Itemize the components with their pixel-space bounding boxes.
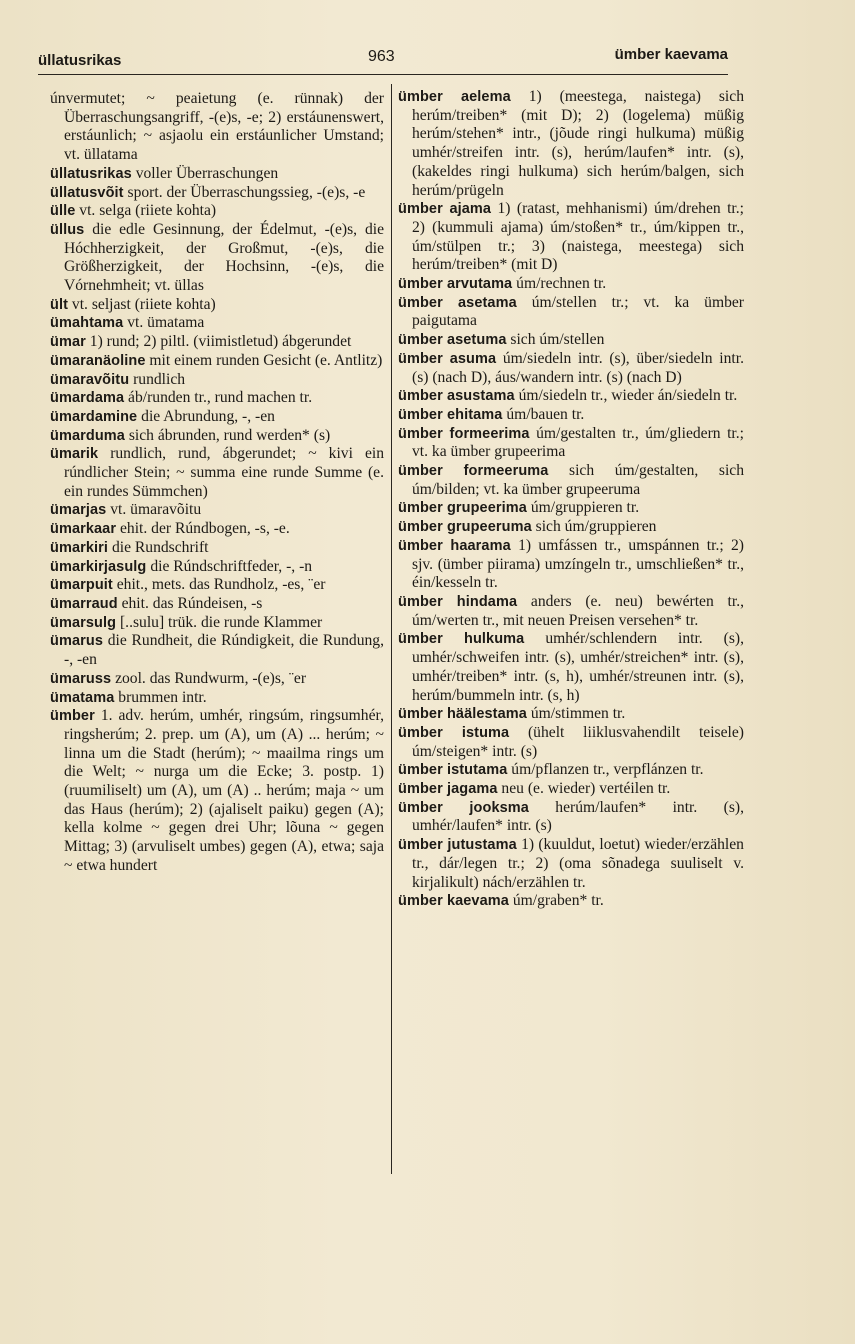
entry-headword: ümber kaevama (398, 893, 509, 910)
dictionary-entry (50, 501, 384, 520)
entry-headword: ümber haarama (398, 537, 511, 554)
dictionary-entry (398, 518, 744, 537)
dictionary-entry (50, 221, 384, 296)
entry-definition: úm/stellen tr.; vt. ka ümber paigutama (412, 293, 744, 330)
entry-headword: ümarkaar (50, 521, 117, 538)
entry-definition: zool. das Rundwurm, -(e)s, ¨er (115, 669, 307, 687)
entry-headword: ümarkiri (50, 539, 109, 556)
entry-definition: mit einem runden Gesicht (e. Antlitz) (149, 351, 383, 369)
entry-definition: [..sulu] trük. die runde Klammer (119, 613, 323, 631)
entry-headword: ümber grupeerima (398, 500, 527, 517)
entry-headword: üllus (50, 221, 85, 238)
entry-definition: die Rundheit, die Rúndigkeit, die Rundung, -, -en (64, 632, 384, 669)
dictionary-entry (398, 275, 744, 294)
entry-headword: ümber häälestama (398, 706, 527, 723)
entry-headword: ümber istutama (398, 762, 508, 779)
dictionary-entry (50, 539, 384, 558)
entry-definition: rundlich (133, 370, 186, 388)
entry-headword: ümarpuit (50, 577, 113, 594)
entry-definition: úm/bauen tr. (506, 405, 585, 423)
entry-headword: ümber asetama (398, 294, 517, 311)
entry-headword: üllatusrikas (50, 165, 132, 182)
entry-headword: ümber formeeruma (398, 463, 549, 480)
entry-definition: ehit. das Rúndeisen, -s (121, 594, 263, 612)
dictionary-entry (50, 371, 384, 390)
entry-headword: ümardama (50, 390, 125, 407)
dictionary-entry (398, 630, 744, 705)
entry-headword: ümardamine (50, 408, 138, 425)
dictionary-entry (398, 499, 744, 518)
entry-definition: die Rúndschriftfeder, -, -n (150, 557, 313, 575)
dictionary-entry (50, 352, 384, 371)
left-guide-word: üllatusrikas (38, 52, 122, 69)
entry-definition: úm/stimmen tr. (530, 705, 626, 723)
entry-definition: 1. adv. herúm, umhér, ringsúm, ringsumhér, ringsherúm; 2. prep. um (A), um (A) ... herúm; ~ linna um die Stadt (herúm); ~ maailma rings um die Welt; ~ nurga um die Ecke; 3. postp. 1) (ruumiliselt) um (A), um (A) .. herúm; maja ~ um das Haus (herúm); 2) (ajaliselt paiku) gegen (A); kella kolme ~ gegen drei Uhr; lõuna ~ gegen Mittag; 3) (arvuliselt umbes) gegen (A), etwa; saja ~ etwa hundert (64, 707, 384, 874)
entry-definition: 1) (meestega, naistega) sich herúm/treiben* (mit D); 2) (logelema) müßig herúm/stehen* intr., (jõude ringi hulkuma) müßig umhér/streifen intr. (s), herúm/laufen* intr. (s), (kakeldes ringi hulkuma) sich herúm/balgen, sich herúm/prügeln (412, 88, 744, 199)
page-header (38, 46, 728, 75)
entry-headword: ümber arvutama (398, 276, 513, 293)
entry-definition: 1) rund; 2) piltl. (viimistletud) ábgerundet (89, 333, 352, 351)
entry-definition: únvermutet; ~ peaietung (e. rünnak) der Überraschungsangriff, -(e)s, -e; 2) erstáunenswert, erstáunlich; ~ asjaolu ein erstáunlicher Umstand; vt. üllatama (50, 90, 384, 164)
entry-definition: sich úm/stellen (510, 331, 605, 349)
entry-definition: sich úm/gruppieren (535, 518, 657, 536)
entry-headword: ümber asetuma (398, 332, 507, 349)
entry-definition: die Abrundung, -, -en (141, 407, 275, 425)
page-number: 963 (368, 48, 395, 65)
entry-definition: úm/siedeln intr. (s), über/siedeln intr. (s) (nach D), áus/wandern intr. (s) (nach D) (412, 349, 744, 386)
dictionary-entry (50, 184, 384, 203)
dictionary-entry (398, 331, 744, 350)
entry-headword: ümarsulg (50, 614, 117, 631)
dictionary-entry (398, 892, 744, 911)
dictionary-entry (50, 707, 384, 875)
dictionary-entry (398, 799, 744, 836)
dictionary-entry (398, 425, 744, 462)
dictionary-entry (50, 427, 384, 446)
entry-definition: úm/siedeln tr., wieder án/siedeln tr. (518, 387, 738, 405)
dictionary-entry (398, 350, 744, 387)
entry-headword: ümarjas (50, 502, 107, 519)
entry-headword: ümatama (50, 689, 115, 706)
dictionary-entry (50, 90, 384, 165)
entry-headword: ülle (50, 203, 76, 220)
entry-definition: úm/pflanzen tr., verpflánzen tr. (511, 761, 704, 779)
entry-definition: die edle Gesinnung, der Édelmut, -(e)s, die Hóchherzigkeit, der Großmut, -(e)s, die Größherzigkeit, der Hochsinn, -(e)s, die Vórnehmheit; vt. üllas (64, 220, 384, 295)
dictionary-entry (50, 689, 384, 708)
dictionary-entry (50, 576, 384, 595)
left-column (50, 90, 384, 876)
entry-definition: vt. selga (riiete kohta) (79, 202, 217, 220)
right-guide-word: ümber kaevama (614, 46, 728, 63)
entry-headword: ümber asustama (398, 388, 515, 405)
dictionary-entry (50, 202, 384, 221)
entry-headword: ümber formeerima (398, 425, 530, 442)
dictionary-entry (50, 670, 384, 689)
entry-definition: voller Überraschungen (135, 164, 279, 182)
entry-headword: ümber ajama (398, 201, 492, 218)
dictionary-entry (50, 314, 384, 333)
entry-headword: ümber aelema (398, 89, 511, 105)
entry-headword: üllatusvõit (50, 184, 124, 201)
entry-definition: umhér/schlendern intr. (s), umhér/schweifen intr. (s), umhér/streichen* intr. (s), umhér/treiben* intr. (s, h), umhér/streunen intr. (s), herúm/bummeln intr. (s, h) (412, 630, 745, 704)
dictionary-entry (398, 705, 744, 724)
dictionary-entry (50, 520, 384, 539)
entry-headword: ümber ehitama (398, 406, 503, 423)
dictionary-entry (50, 614, 384, 633)
entry-headword: ümber jooksma (398, 799, 529, 816)
dictionary-entry (50, 558, 384, 577)
dictionary-entry (398, 387, 744, 406)
entry-headword: ümarduma (50, 427, 125, 444)
dictionary-entry (50, 333, 384, 352)
entry-definition: (ühelt liiklusvahendilt teisele) úm/steigen* intr. (s) (412, 723, 744, 760)
entry-definition: brummen intr. (118, 688, 207, 706)
dictionary-entry (398, 724, 744, 761)
entry-definition: 1) (kuuldut, loetut) wieder/erzählen tr., dár/legen tr.; 2) (oma sõnadega suuliselt v. kirjalikult) nách/erzählen tr. (412, 836, 744, 891)
dictionary-entry (398, 88, 744, 200)
entry-definition: ehit. der Rúndbogen, -s, -e. (120, 520, 290, 538)
dictionary-entry (50, 595, 384, 614)
entry-headword: ümaravõitu (50, 371, 130, 388)
entry-definition: sich úm/gestalten, sich úm/bilden; vt. ka ümber grupeeruma (412, 462, 744, 498)
entry-headword: ümber (50, 708, 95, 725)
entry-headword: ümarraud (50, 595, 118, 612)
entry-definition: rundlich, rund, ábgerundet; ~ kivi ein rúndlicher Stein; ~ summa eine runde Summe (e. ein rundes Sümmchen) (64, 445, 384, 500)
dictionary-entry (50, 389, 384, 408)
entry-headword: ümahtama (50, 315, 124, 332)
entry-definition: 1) (ratast, mehhanismi) úm/drehen tr.; 2) (kummuli ajama) úm/stoßen* tr., úm/kippen tr., úm/stülpen tr.; 3) (naistega, meestega) sich herúm/treiben* (mit D) (412, 200, 744, 274)
dictionary-entry (398, 593, 744, 630)
entry-headword: ümber asuma (398, 350, 497, 367)
entry-definition: úm/graben* tr. (512, 892, 604, 910)
dictionary-entry (398, 462, 744, 499)
dictionary-entry (398, 406, 744, 425)
dictionary-entry (398, 294, 744, 331)
entry-headword: ümarus (50, 633, 103, 650)
entry-definition: áb/runden tr., rund machen tr. (128, 389, 313, 407)
dictionary-entry (398, 200, 744, 275)
dictionary-entry (50, 408, 384, 427)
entry-definition: 1) umfássen tr., umspánnen tr.; 2) sjv. (ümber piirama) umzíngeln tr., umschließen* tr., éin/kesseln tr. (412, 536, 745, 592)
entry-headword: ümber grupeeruma (398, 519, 532, 536)
entry-definition: úm/gestalten tr., úm/gliedern tr.; vt. ka ümber grupeerima (412, 424, 744, 461)
entry-definition: úm/rechnen tr. (516, 275, 607, 293)
entry-headword: ümber hindama (398, 593, 518, 610)
dictionary-entry (398, 780, 744, 799)
entry-definition: die Rundschrift (111, 538, 209, 556)
dictionary-entry (398, 836, 744, 892)
right-column (398, 88, 744, 911)
entry-headword: ümber istuma (398, 724, 510, 741)
entry-definition: herúm/laufen* intr. (s), umhér/laufen* intr. (s) (412, 798, 744, 835)
entry-headword: ümarik (50, 446, 99, 463)
entry-definition: sport. der Überraschungssieg, -(e)s, -e (127, 183, 366, 201)
entry-definition: vt. seljast (riiete kohta) (71, 295, 216, 313)
dictionary-entry (50, 165, 384, 184)
dictionary-entry (398, 761, 744, 780)
entry-definition: anders (e. neu) bewérten tr., úm/werten tr., mit neuen Preisen versehen* tr. (412, 592, 744, 629)
dictionary-entry (398, 537, 744, 593)
entry-definition: ehit., mets. das Rundholz, -es, ¨er (116, 576, 326, 594)
entry-headword: ümar (50, 334, 86, 351)
column-divider (391, 84, 392, 1174)
entry-definition: úm/gruppieren tr. (530, 499, 640, 517)
entry-definition: neu (e. wieder) vertéilen tr. (501, 780, 671, 798)
entry-headword: ümber jagama (398, 781, 498, 798)
entry-headword: ümarkirjasulg (50, 558, 147, 575)
entry-headword: ült (50, 296, 69, 313)
dictionary-entry (50, 296, 384, 315)
entry-definition: sich ábrunden, rund werden* (s) (128, 426, 331, 444)
dictionary-entry (50, 632, 384, 669)
entry-definition: vt. ümatama (127, 314, 205, 332)
entry-definition: vt. ümaravõitu (110, 501, 202, 519)
entry-headword: ümaranäoline (50, 352, 146, 369)
entry-headword: ümber hulkuma (398, 631, 525, 648)
entry-headword: ümaruss (50, 670, 112, 687)
entry-headword: ümber jutustama (398, 837, 517, 854)
dictionary-entry (50, 445, 384, 501)
